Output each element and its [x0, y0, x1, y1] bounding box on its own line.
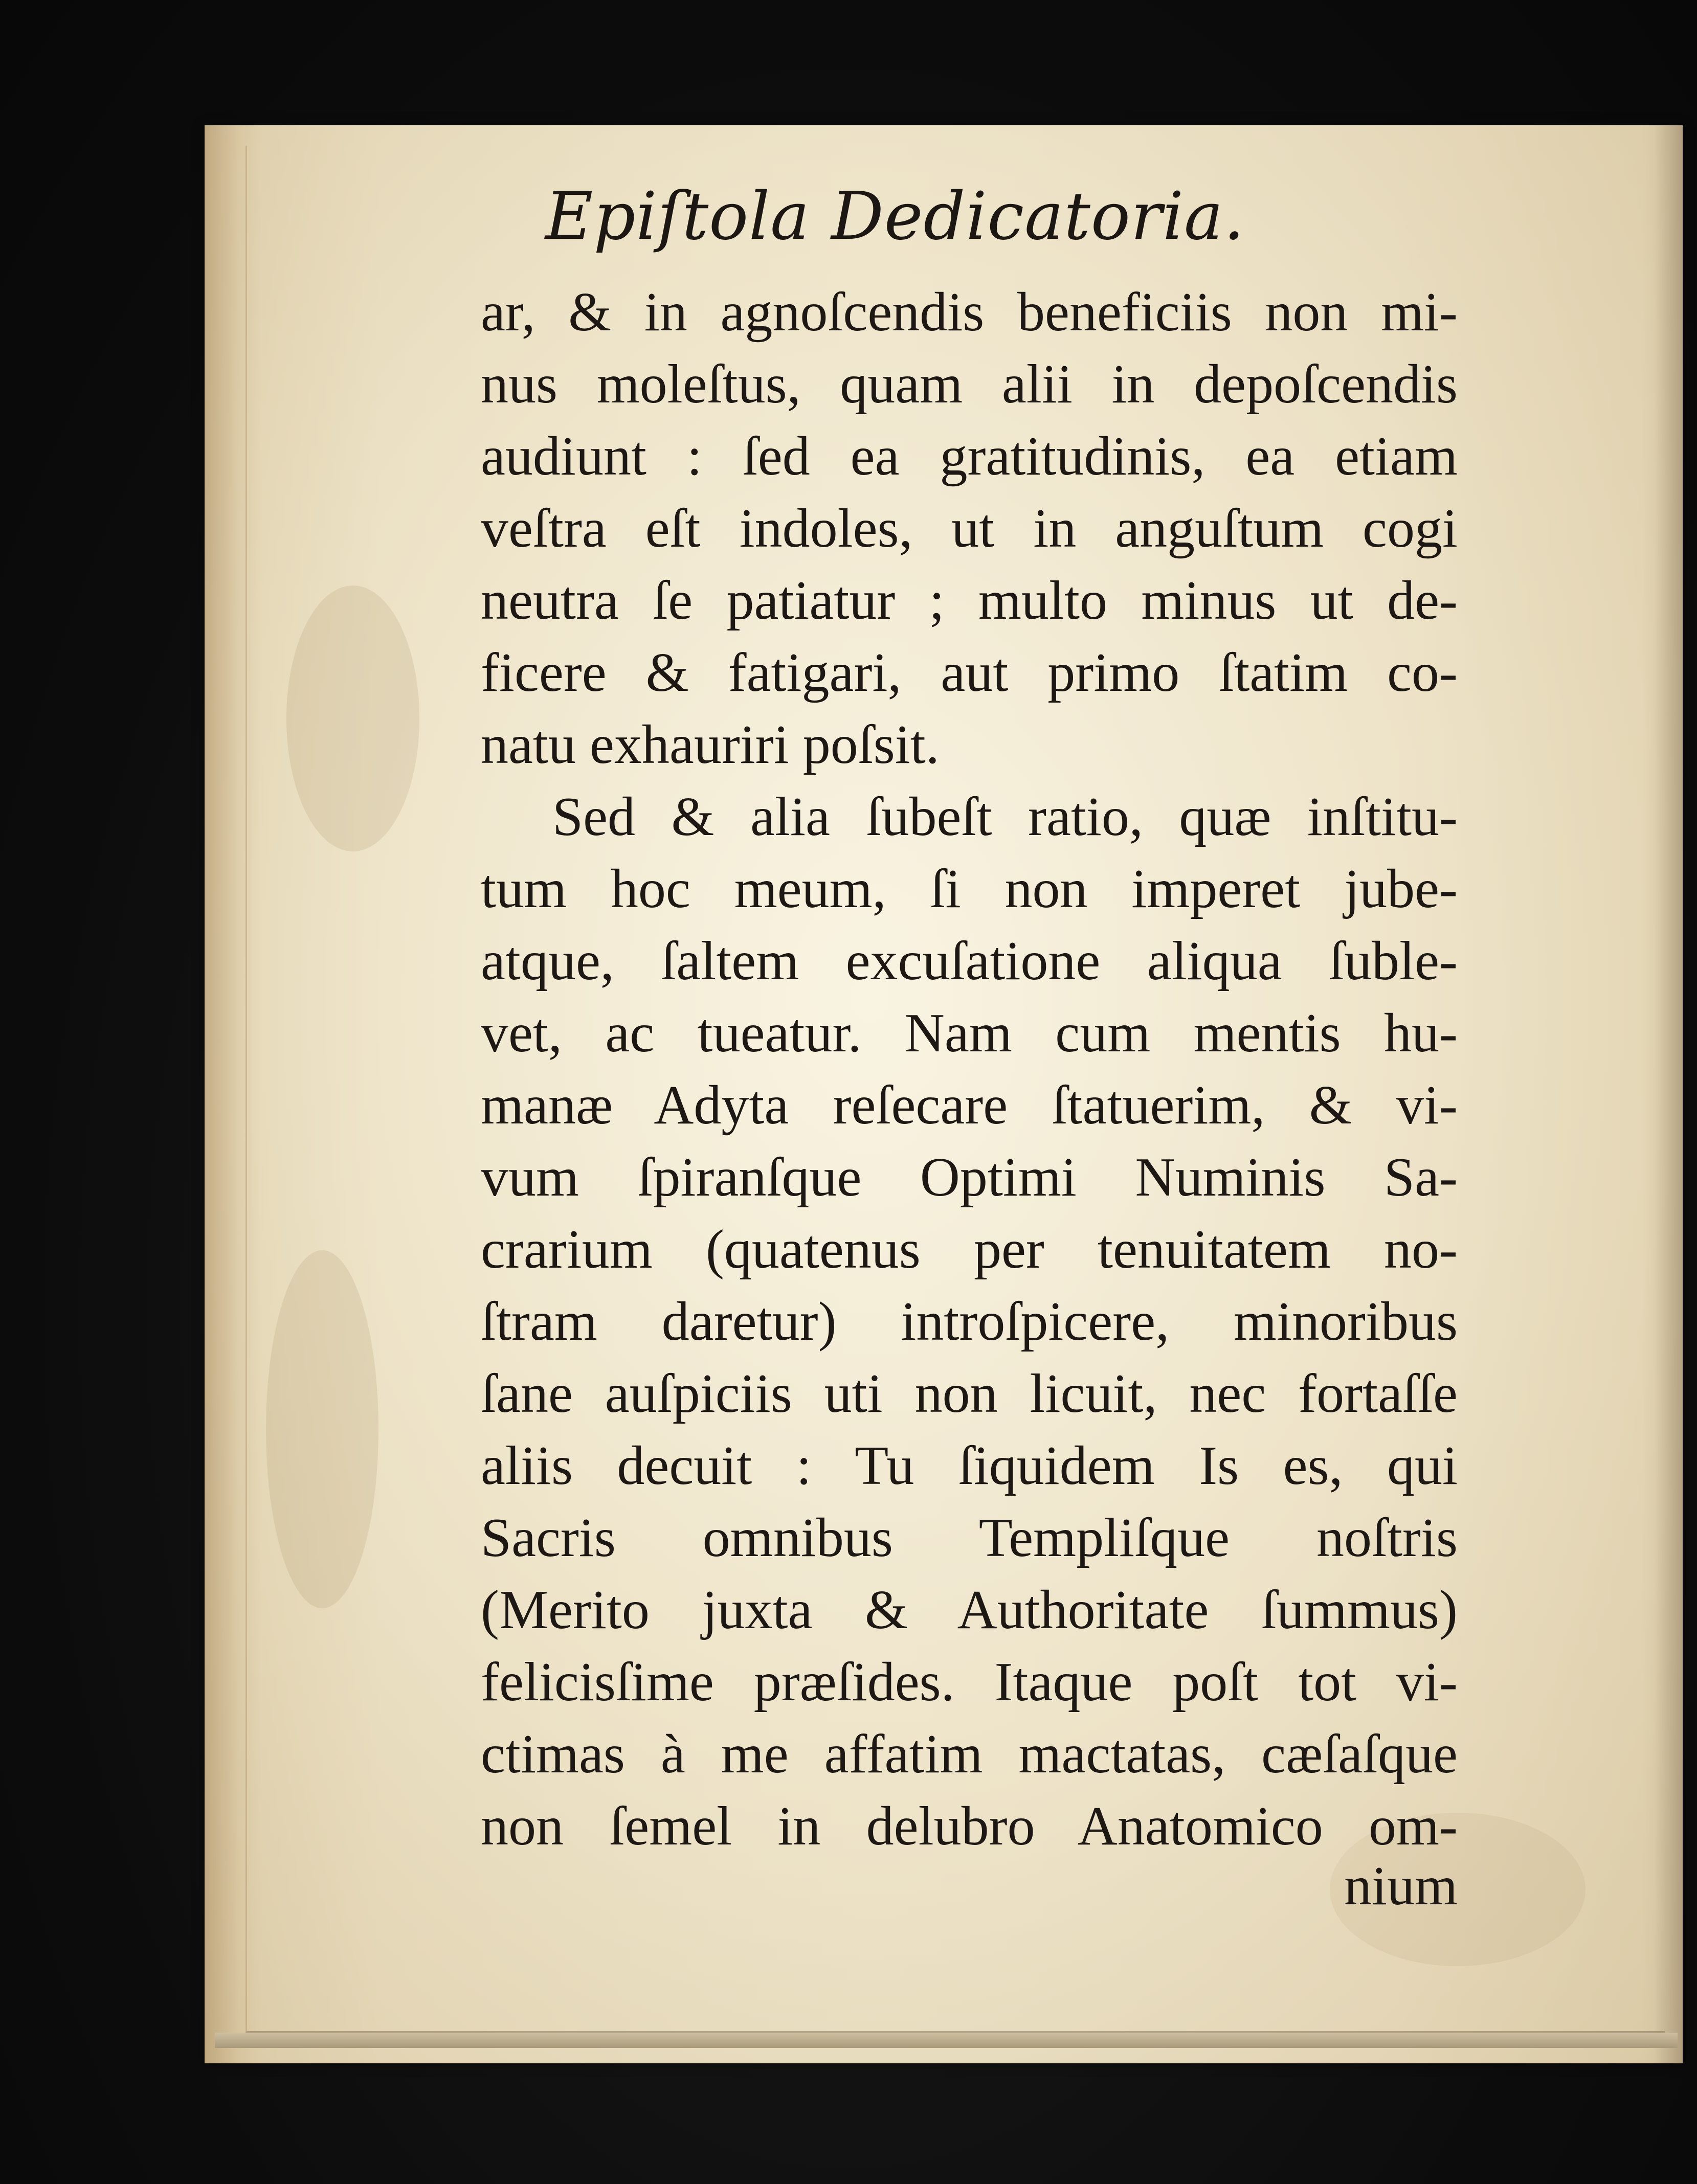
text-line: tum hoc meum, ſi non imperet jube- — [481, 859, 1458, 919]
text-line: vet, ac tueatur. Nam cum mentis hu- — [481, 1003, 1458, 1064]
body-text — [481, 276, 1458, 1862]
text-line: neutra ſe patiatur ; multo minus ut de- — [481, 570, 1458, 631]
catchword: nium — [1344, 1856, 1458, 1917]
text-line: veſtra eſt indoles, ut in anguſtum cogi — [481, 498, 1458, 559]
text-line: Sed & alia ſubeſt ratio, quæ inſtitu- — [552, 786, 1458, 847]
page-stain — [286, 586, 419, 851]
text-line: natu exhauriri poſsit. — [481, 714, 940, 775]
text-line: ſtram daretur) introſpicere, minoribus — [481, 1291, 1458, 1352]
text-line: audiunt : ſed ea gratitudinis, ea etiam — [481, 426, 1458, 487]
text-line: crarium (quatenus per tenuitatem no- — [481, 1219, 1458, 1280]
text-line: non ſemel in delubro Anatomico om- — [481, 1796, 1458, 1857]
text-line: manæ Adyta reſecare ſtatuerim, & vi- — [481, 1075, 1458, 1136]
text-line: (Merito juxta & Authoritate ſummus) — [481, 1580, 1458, 1640]
page-bottom-edge — [215, 2033, 1678, 2048]
text-line: ſane auſpiciis uti non licuit, nec fortaſſe — [481, 1363, 1458, 1424]
text-line: ctimas à me affatim mactatas, cæſaſque — [481, 1724, 1458, 1785]
text-line: atque, ſaltem excuſatione aliqua ſuble- — [481, 931, 1458, 992]
text-line: aliis decuit : Tu ſiquidem Is es, qui — [481, 1435, 1458, 1496]
text-line: ar, & in agnoſcendis beneficiis non mi- — [481, 282, 1458, 343]
text-line: ficere & fatigari, aut primo ſtatim co- — [481, 642, 1458, 703]
running-title: Epiſtola Dedicatoria. — [545, 178, 1245, 255]
text-line: felicisſime præſides. Itaque poſt tot vi- — [481, 1652, 1458, 1713]
text-line: nus moleſtus, quam alii in depoſcendis — [481, 354, 1458, 415]
text-line: vum ſpiranſque Optimi Numinis Sa- — [481, 1147, 1458, 1208]
page-stain — [266, 1250, 378, 1608]
text-line: Sacris omnibus Templiſque noſtris — [481, 1507, 1458, 1568]
